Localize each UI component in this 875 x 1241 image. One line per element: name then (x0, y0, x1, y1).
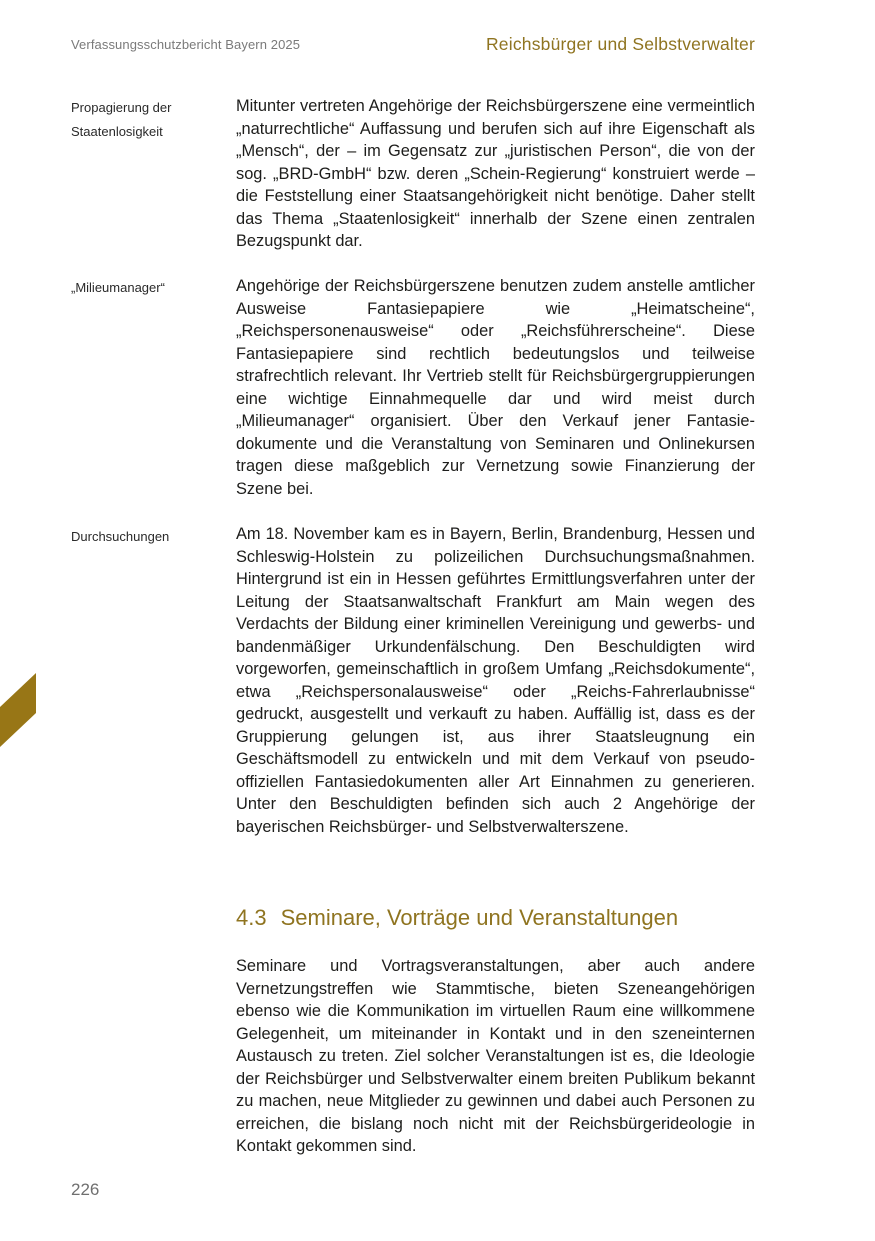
margin-note-milieumanager: „Milieumanager“ (71, 280, 165, 295)
page-number: 226 (71, 1180, 100, 1199)
running-header-left: Verfassungsschutzbericht Bayern 2025 (71, 37, 301, 52)
chapter-edge-marker (0, 673, 36, 747)
paragraph-durchsuchungen: Am 18. November kam es in Bayern, Berlin, Brandenburg, Hessen und Schleswig-Holstein zu polizeilichen Durchsuchungsmaßnahmen. Hintergrund ist ein in Hessen geführtes Ermittlungsverfahren unter der Leitung der Staatsanwaltschaft Frankfurt am Main wegen des Verdachts der Bildung einer kriminellen Vereinigung und gewerbs- und bandenmäßiger Urkundenfälschung. Den Beschuldigten wird vorgeworfen, gemeinschaftlich in großem Umfang „Reichsdokumente“, etwa „Reichspersonalausweise“ oder „Reichs-Fahrerlaubnisse“ gedruckt, ausgestellt und verkauft zu haben. Auffällig ist, dass es der Gruppierung gelungen ist, aus ihrer Staatsleugnung ein Geschäftsmodell zu entwickeln und mit dem Verkauf von pseudo-offiziellen Fantasiedokumenten aller Art Einnahmen zu generieren. Unter den Beschuldigten befinden sich auch 2 Angehörige der bayerischen Reichsbürger- und Selbstverwalterszene. (236, 525, 755, 836)
paragraph-seminare: Seminare und Vortragsveranstaltungen, aber auch andere Vernetzungstreffen wie Stammtische, bieten Szeneangehörigen ebenso wie die Kommunikation im virtuellen Raum eine willkommene Gelegenheit, um miteinander in Kontakt und in den szeneinternen Austausch zu treten. Ziel solcher Veranstaltungen ist es, die Ideologie der Reichsbürger und Selbstverwalter einem breiten Publikum bekannt zu machen, neue Mitglieder zu gewinnen und dabei auch Personen zu erreichen, die bislang noch nicht mit der Reichsbürgerideologie in Kontakt gekommen sind. (236, 957, 755, 1155)
running-header-right: Reichsbürger und Selbstverwalter (485, 34, 755, 54)
paragraph-staatenlosigkeit: Mitunter vertreten Angehörige der Reichsbürgerszene eine vermeintlich „naturrechtliche“ Auffassung und berufen sich auf ihre Eigenschaft als „Mensch“, der – im Gegensatz zur „juristischen Person“, die von der sog. „BRD-GmbH“ bzw. deren „Schein-Regierung“ konstruiert werde – die Feststellung einer Staatsangehörigkeit nicht benötige. Daher stellt das Thema „Staatenlosigkeit“ innerhalb der Szene einen zentralen Bezugspunkt dar. (236, 97, 755, 250)
margin-note-durchsuchungen: Durchsuchungen (71, 529, 170, 544)
section-heading (236, 905, 678, 931)
section-title: Seminare, Vorträge und Veranstaltungen (280, 905, 679, 930)
section-number: 4.3 (236, 905, 267, 930)
margin-note-staatenlosigkeit: Propagierung der Staatenlosigkeit (71, 100, 172, 139)
paragraph-milieumanager: Angehörige der Reichsbürgerszene benutzen zudem anstelle amtlicher Ausweise Fantasiepapiere wie „Heimatscheine“, „Reichspersonenausweise“ oder „Reichsführerscheine“. Diese Fantasiepapiere sind rechtlich bedeutungslos und teilweise strafrechtlich relevant. Ihr Vertrieb stellt für Reichsbürgergruppierungen eine wichtige Einnahmequelle dar und wird meist durch „Milieumanager“ organisiert. Über den Verkauf jener Fantasiedokumente und die Veranstaltung von Seminaren und Onlinekursen tragen diese maßgeblich zur Vernetzung sowie Finanzierung der Szene bei. (236, 277, 755, 498)
